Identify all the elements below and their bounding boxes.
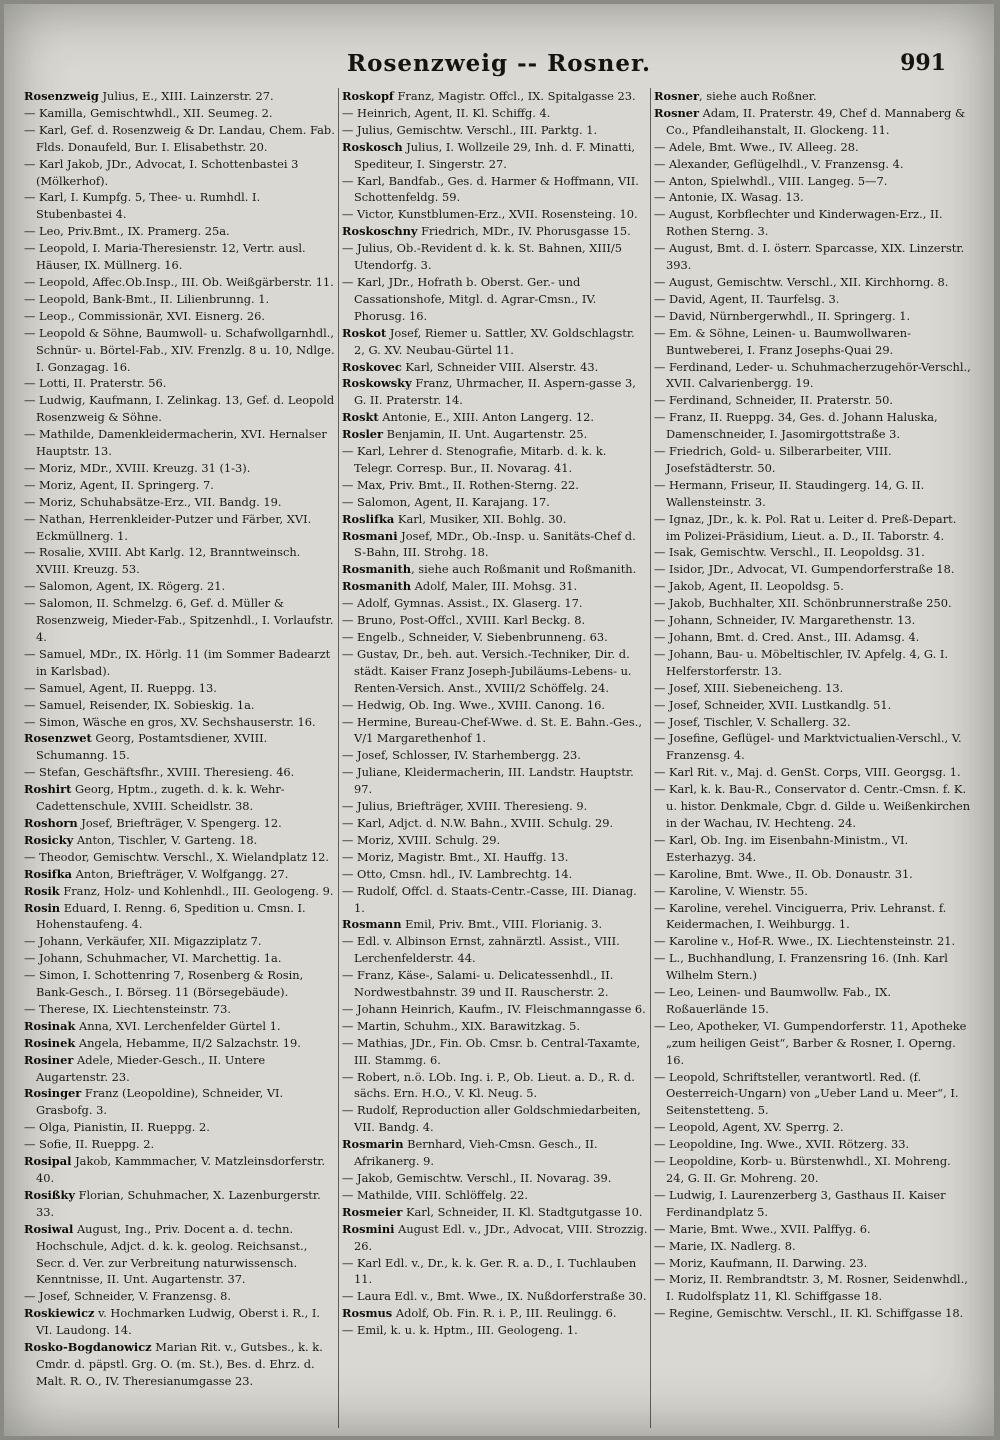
directory-entry: — Rosalie, XVIII. Abt Karlg. 12, Branntweinsch. XVIII. Kreuzg. 53. [24, 545, 301, 577]
directory-entry: — Karl Edl. v., Dr., k. k. Ger. R. a. D., I. Tuchlauben 11. [342, 1255, 637, 1287]
directory-entry: — Johann Heinrich, Kaufm., IV. Fleischmanngasse 6. [342, 1001, 646, 1016]
directory-entry: — August, Korbflechter und Kinderwagen-Erz., II. Rothen Sterng. 3. [654, 207, 943, 239]
directory-entry: Rosmani Josef, MDr., Ob.-Insp. u. Sanitäts-Chef d. S-Bahn, III. Strohg. 18. [342, 528, 636, 560]
directory-entry: — Karl, I. Kumpfg. 5, Thee- u. Rumhdl. I. Stubenbastei 4. [24, 190, 261, 222]
directory-entry: — Julius, Briefträger, XVIII. Theresieng. 9. [342, 799, 588, 814]
directory-entry: Rosmini August Edl. v., JDr., Advocat, VIII. Strozzig. 26. [342, 1221, 648, 1253]
column-1 [24, 88, 336, 1428]
directory-entry: Rosenzweig Julius, E., XIII. Lainzerstr. 27. [24, 89, 274, 103]
directory-entry: Rosner, siehe auch Roßner. [654, 89, 817, 103]
directory-entry: — Leopold, Affec.Ob.Insp., III. Ob. Weißgärberstr. 11. [24, 274, 334, 289]
directory-entry: — Samuel, Reisender, IX. Sobieskig. 1a. [24, 697, 255, 712]
directory-entry: — Karl, JDr., Hofrath b. Oberst. Ger.- und Cassationshofe, Mitgl. d. Agrar-Cmsn., IV. Phorusg. 16. [342, 274, 597, 323]
directory-entry: — Leopold, I. Maria-Theresienstr. 12, Vertr. ausl. Häuser, IX. Müllnerg. 16. [24, 241, 306, 273]
directory-entry: — Leopold & Söhne, Baumwoll- u. Schafwollgarnhdl., Schnür- u. Börtel-Fab., XIV. Frenzlg. 8 u. 10, Ndlge. I. Gonzagag. 16. [24, 325, 335, 374]
directory-entry: — Hermine, Bureau-Chef-Wwe. d. St. E. Bahn.-Ges., V/1 Margarethenhof 1. [342, 714, 642, 746]
directory-entry: Rosicky Anton, Tischler, V. Garteng. 18. [24, 832, 258, 847]
directory-entry: Roslifka Karl, Musiker, XII. Bohlg. 30. [342, 511, 567, 526]
directory-entry: — Lotti, II. Praterstr. 56. [24, 376, 167, 391]
directory-entry: — Mathilde, VIII. Schlöffelg. 22. [342, 1187, 529, 1202]
directory-entry: Roskiewicz v. Hochmarken Ludwig, Oberst i. R., I. VI. Laudong. 14. [24, 1306, 320, 1338]
directory-entry: — Moriz, XVIII. Schulg. 29. [342, 832, 501, 847]
directory-entry: — Leo, Apotheker, VI. Gumpendorferstr. 11, Apotheke „zum heiligen Geist“, Barber & Rosner, I. Operng. 16. [654, 1018, 967, 1067]
directory-entry: — Franz, II. Rueppg. 34, Ges. d. Johann Haluska, Damenschneider, I. Jasomirgottstraße 3. [654, 410, 938, 442]
directory-entry: — Leopoldine, Korb- u. Bürstenwhdl., XI. Mohreng. 24, G. II. Gr. Mohreng. 20. [654, 1154, 951, 1185]
directory-entry: — Leopold, Agent, XV. Sperrg. 2. [654, 1120, 844, 1135]
directory-entry: — Moriz, II. Rembrandtstr. 3, M. Rosner, Seidenwhdl., I. Rudolfsplatz 11, Kl. Schiffgasse 18. [654, 1272, 968, 1304]
directory-entry: Rosmanith, siehe auch Roßmanit und Roßmanith. [342, 562, 637, 577]
directory-entry: — Karoline, Bmt. Wwe., II. Ob. Donaustr. 31. [654, 866, 913, 881]
directory-entry: — Jakob, Buchhalter, XII. Schönbrunnerstraße 250. [654, 596, 952, 611]
directory-entry: — Moriz, Kaufmann, II. Darwing. 23. [654, 1255, 868, 1270]
directory-entry: — Josefine, Geflügel- und Marktvictualien-Verschl., V. Franzensg. 4. [654, 731, 962, 763]
directory-entry: — Kamilla, Gemischtwhdl., XII. Seumeg. 2. [24, 105, 273, 120]
directory-entry: Rosik Franz, Holz- und Kohlenhdl., III. Geologeng. 9. [24, 883, 334, 898]
directory-entry: — Isidor, JDr., Advocat, VI. Gumpendorferstraße 18. [654, 562, 955, 577]
directory-entry: — Regine, Gemischtw. Verschl., II. Kl. Schiffgasse 18. [654, 1306, 964, 1321]
directory-entry: — Johann, Verkäufer, XII. Migazziplatz 7. [24, 934, 262, 949]
directory-entry: — Franz, Käse-, Salami- u. Delicatessenhdl., II. Nordwestbahnstr. 39 und II. Rauscherstr. 2. [342, 968, 614, 1000]
directory-entry: — Bruno, Post-Offcl., XVIII. Karl Beckg. 8. [342, 613, 586, 628]
directory-entry: Rosipal Jakob, Kammmacher, V. Matzleinsdorferstr. 40. [24, 1154, 326, 1185]
directory-entry: Roskosch Julius, I. Wollzeile 29, Inh. d. F. Minatti, Spediteur, I. Singerstr. 27. [342, 139, 635, 171]
directory-entry: — August, Gemischtw. Verschl., XII. Kirchhorng. 8. [654, 274, 949, 289]
directory-entry: — Marie, IX. Nadlerg. 8. [654, 1238, 796, 1253]
directory-entry: — Laura Edl. v., Bmt. Wwe., IX. Nußdorferstraße 30. [342, 1289, 647, 1304]
directory-entry: — Antonie, IX. Wasag. 13. [654, 190, 804, 205]
directory-entry: — Jakob, Gemischtw. Verschl., II. Novarag. 39. [342, 1171, 612, 1185]
page-number: 991 [900, 50, 946, 76]
directory-entry: — Leo, Priv.Bmt., IX. Pramerg. 25a. [24, 224, 230, 239]
directory-entry: — Simon, Wäsche en gros, XV. Sechshauserstr. 16. [24, 714, 316, 729]
directory-entry: — Moriz, Agent, II. Springerg. 7. [24, 477, 214, 492]
directory-entry: — Josef, Tischler, V. Schallerg. 32. [654, 714, 851, 729]
directory-entry: — Adolf, Gymnas. Assist., IX. Glaserg. 17. [342, 596, 583, 611]
directory-entry: — Ferdinand, Schneider, II. Praterstr. 50. [654, 393, 893, 408]
directory-entry: — Jakob, Agent, II. Leopoldsg. 5. [654, 579, 844, 594]
directory-entry: — Martin, Schuhm., XIX. Barawitzkag. 5. [342, 1018, 580, 1033]
directory-entry: — Karoline v., Hof-R. Wwe., IX. Liechtensteinstr. 21. [654, 934, 956, 949]
directory-entry: — Adele, Bmt. Wwe., IV. Alleeg. 28. [654, 139, 859, 154]
directory-entry: — Leop., Commissionär, XVI. Eisnerg. 26. [24, 308, 265, 323]
directory-entry: Rosinek Angela, Hebamme, II/2 Salzachstr. 19. [24, 1035, 301, 1050]
directory-entry: — Leopold, Bank-Bmt., II. Lilienbrunng. 1. [24, 291, 270, 306]
directory-entry: — Karl Rit. v., Maj. d. GenSt. Corps, VIII. Georgsg. 1. [654, 765, 961, 780]
directory-entry: — Ludwig, I. Laurenzerberg 3, Gasthaus II. Kaiser Ferdinandplatz 5. [654, 1187, 946, 1219]
directory-entry: Rosmeier Karl, Schneider, II. Kl. Stadtgutgasse 10. [342, 1204, 643, 1219]
directory-entry: Rosler Benjamin, II. Unt. Augartenstr. 25. [342, 427, 588, 442]
directory-entry: — Josef, Schneider, V. Franzensg. 8. [24, 1289, 232, 1304]
directory-entry: — Simon, I. Schottenring 7, Rosenberg & Rosin, Bank-Gesch., I. Börseg. 11 (Börsegebäude). [24, 968, 304, 1000]
directory-entry: — Leo, Leinen- und Baumwollw. Fab., IX. Roßauerlände 15. [654, 985, 891, 1016]
page-title: Rosenzweig -- Rosner. [347, 50, 651, 77]
directory-entry: — Salomon, Agent, II. Karajang. 17. [342, 494, 550, 509]
directory-entry: — Anton, Spielwhdl., VIII. Langeg. 5—7. [654, 173, 888, 188]
directory-entry: Roskoschny Friedrich, MDr., IV. Phorusgasse 15. [342, 224, 631, 239]
directory-entry: — Edl. v. Albinson Ernst, zahnärztl. Assist., VIII. Lerchenfelderstr. 44. [342, 934, 620, 966]
directory-entry: — Moriz, MDr., XVIII. Kreuzg. 31 (1-3). [24, 460, 251, 475]
directory-entry: Roshirt Georg, Hptm., zugeth. d. k. k. Wehr-Cadettenschule, XVIII. Scheidlstr. 38. [24, 782, 285, 814]
directory-entry: — Julius, Gemischtw. Verschl., III. Parktg. 1. [342, 122, 598, 137]
directory-entry: — Victor, Kunstblumen-Erz., XVII. Rosensteing. 10. [342, 207, 638, 222]
directory-entry: — August, Bmt. d. I. österr. Sparcasse, XIX. Linzerstr. 393. [654, 241, 965, 273]
directory-entry: — Rudolf, Offcl. d. Staats-Centr.-Casse, III. Dianag. 1. [342, 883, 637, 915]
directory-entry: — Johann, Schneider, IV. Margarethenstr. 13. [654, 613, 916, 628]
directory-entry: — Karl, Lehrer d. Stenografie, Mitarb. d. k. k. Telegr. Corresp. Bur., II. Novarag. 41. [342, 444, 607, 475]
directory-entry: Rosko-Bogdanowicz Marian Rit. v., Gutsbes., k. k. Cmdr. d. päpstl. Grg. O. (m. St.), Bes. d. Ehrz. d. Malt. R. O., IV. Theresianumgasse 23. [24, 1340, 323, 1388]
directory-entry: — Josef, Schneider, XVII. Lustkandlg. 51. [654, 697, 892, 712]
directory-entry: — David, Agent, II. Taurfelsg. 3. [654, 291, 840, 306]
directory-page [4, 4, 994, 1436]
page-header [4, 50, 994, 90]
directory-entry: — Nathan, Herrenkleider-Putzer und Färber, XVI. Eckmüllnerg. 1. [24, 511, 312, 543]
column-divider [650, 88, 651, 1428]
directory-entry: Rosner Adam, II. Praterstr. 49, Chef d. Mannaberg & Co., Pfandleihanstalt, II. Glockeng. 11. [654, 105, 966, 137]
directory-entry: — Julius, Ob.-Revident d. k. k. St. Bahnen, XIII/5 Utendorfg. 3. [342, 241, 622, 273]
directory-entry: — Isak, Gemischtw. Verschl., II. Leopoldsg. 31. [654, 545, 925, 560]
directory-entry: — Max, Priv. Bmt., II. Rothen-Sterng. 22. [342, 477, 579, 492]
directory-entry: — Josef, XIII. Siebeneicheng. 13. [654, 680, 844, 695]
directory-entry: — Rudolf, Reproduction aller Goldschmiedarbeiten, VII. Bandg. 4. [342, 1103, 641, 1135]
directory-entry: — Karl, Gef. d. Rosenzweig & Dr. Landau, Chem. Fab. Flds. Donaufeld, Bur. I. Elisabethstr. 20. [24, 122, 335, 154]
directory-entry: — Emil, k. u. k. Hptm., III. Geologeng. 1. [342, 1323, 578, 1338]
directory-entry: — Samuel, MDr., IX. Hörlg. 11 (im Sommer Badearzt in Karlsbad). [24, 646, 331, 678]
column-2 [342, 88, 648, 1428]
directory-entry: — Karoline, verehel. Vinciguerra, Priv. Lehranst. f. Keidermachen, I. Weihburgg. 1. [654, 900, 947, 932]
directory-entry: — Alexander, Geflügelhdl., V. Franzensg. 4. [654, 156, 904, 171]
directory-entry: — Juliane, Kleidermacherin, III. Landstr. Hauptstr. 97. [342, 765, 634, 797]
directory-entry: Rosiner Adele, Mieder-Gesch., II. Untere Augartenstr. 23. [24, 1052, 266, 1084]
directory-entry: — Karl Jakob, JDr., Advocat, I. Schottenbastei 3 (Mölkerhof). [24, 156, 299, 188]
directory-entry: — Johann, Schuhmacher, VI. Marchettig. 1a. [24, 951, 282, 966]
directory-entry: Rosifka Anton, Briefträger, V. Wolfgangg. 27. [24, 866, 289, 881]
directory-entry: Rosmanith Adolf, Maler, III. Mohsg. 31. [342, 579, 578, 594]
directory-entry: Rosmarin Bernhard, Vieh-Cmsn. Gesch., II. Afrikanerg. 9. [342, 1137, 598, 1169]
directory-entry: — Ferdinand, Leder- u. Schuhmacherzugehör-Verschl., XVII. Calvarienbergg. 19. [654, 359, 971, 391]
directory-entry: — Therese, IX. Liechtensteinstr. 73. [24, 1001, 231, 1016]
directory-entry: — Karl, Bandfab., Ges. d. Harmer & Hoffmann, VII. Schottenfeldg. 59. [342, 173, 639, 205]
directory-entry: — David, Nürnbergerwhdl., II. Springerg. 1. [654, 308, 911, 323]
directory-entry: — Samuel, Agent, II. Rueppg. 13. [24, 680, 217, 695]
directory-entry: — Johann, Bau- u. Möbeltischler, IV. Apfelg. 4, G. I. Helferstorferstr. 13. [654, 646, 948, 678]
directory-entry: — Marie, Bmt. Wwe., XVII. Palffyg. 6. [654, 1221, 871, 1236]
directory-entry: — Moriz, Magistr. Bmt., XI. Hauffg. 13. [342, 849, 569, 864]
directory-entry: — Johann, Bmt. d. Cred. Anst., III. Adamsg. 4. [654, 630, 920, 644]
directory-entry: — Engelb., Schneider, V. Siebenbrunneng. 63. [342, 630, 608, 644]
directory-entry: Roskowsky Franz, Uhrmacher, II. Aspern-gasse 3, G. II. Praterstr. 14. [342, 376, 636, 408]
directory-entry: — Ludwig, Kaufmann, I. Zelinkag. 13, Gef. d. Leopold Rosenzweig & Söhne. [24, 393, 335, 425]
directory-entry: Rosmann Emil, Priv. Bmt., VIII. Florianig. 3. [342, 917, 603, 932]
directory-entry: Rosißky Florian, Schuhmacher, X. Lazenburgerstr. 33. [24, 1187, 321, 1219]
directory-entry: Rosinger Franz (Leopoldine), Schneider, VI. Grasbofg. 3. [24, 1086, 284, 1118]
directory-entry: — Salomon, Agent, IX. Rögerg. 21. [24, 579, 226, 594]
directory-entry: Rosmus Adolf, Ob. Fin. R. i. P., III. Reulingg. 6. [342, 1306, 617, 1321]
directory-entry: Rosinak Anna, XVI. Lerchenfelder Gürtel 1. [24, 1018, 281, 1033]
directory-entry: — Friedrich, Gold- u. Silberarbeiter, VIII. Josefstädterstr. 50. [654, 444, 892, 475]
directory-entry: Rosiwal August, Ing., Priv. Docent a. d. techn. Hochschule, Adjct. d. k. k. geolog. Reichsanst., Secr. d. Ver. zur Verbreitung naturwissensch. Kenntnisse, II. Unt. Augartenstr. 37. [24, 1221, 308, 1287]
directory-entry: — Karl, Ob. Ing. im Eisenbahn-Ministm., VI. Esterhazyg. 34. [654, 832, 909, 864]
directory-entry: — Olga, Pianistin, II. Rueppg. 2. [24, 1120, 210, 1135]
directory-entry: — L., Buchhandlung, I. Franzensring 16. (Inh. Karl Wilhelm Stern.) [654, 951, 948, 983]
directory-entry: — Hedwig, Ob. Ing. Wwe., XVIII. Canong. 16. [342, 697, 605, 712]
directory-entry: Roskovec Karl, Schneider VIII. Alserstr. 43. [342, 359, 599, 374]
directory-entry: — Salomon, II. Schmelzg. 6, Gef. d. Müller & Rosenzweig, Mieder-Fab., Spitzenhdl., I. Vorlaufstr. 4. [24, 596, 334, 644]
directory-entry: — Karl, k. k. Bau-R., Conservator d. Centr.-Cmsn. f. K. u. histor. Denkmale, Cbgr. d. Gilde u. Weißenkirchen in der Wachau, IV. Hechteng. 24. [654, 782, 971, 830]
directory-entry: — Theodor, Gemischtw. Verschl., X. Wielandplatz 12. [24, 849, 329, 864]
directory-entry: — Gustav, Dr., beh. aut. Versich.-Techniker, Dir. d. städt. Kaiser Franz Joseph-Jubiläums-Lebens- u. Renten-Versich. Anst., XVIII/2 Schöffelg. 24. [342, 646, 632, 695]
directory-entry: — Josef, Schlosser, IV. Starhembergg. 23. [342, 748, 581, 763]
directory-entry: — Leopold, Schriftsteller, verantwortl. Red. (f. Oesterreich-Ungarn) von „Ueber Land u. Meer“, I. Seitenstetteng. 5. [654, 1069, 959, 1118]
directory-entry: — Karoline, V. Wienstr. 55. [654, 883, 808, 898]
directory-entry: — Leopoldine, Ing. Wwe., XVII. Rötzerg. 33. [654, 1137, 910, 1152]
directory-entry: Roskopf Franz, Magistr. Offcl., IX. Spitalgasse 23. [342, 89, 636, 103]
directory-entry: Roskt Antonie, E., XIII. Anton Langerg. 12. [342, 410, 595, 425]
directory-entry: — Heinrich, Agent, II. Kl. Schiffg. 4. [342, 105, 551, 120]
directory-entry: — Mathilde, Damenkleidermacherin, XVI. Hernalser Hauptstr. 13. [24, 427, 327, 459]
directory-entry: — Karl, Adjct. d. N.W. Bahn., XVIII. Schulg. 29. [342, 815, 614, 830]
column-3 [654, 88, 972, 1428]
directory-entry: — Hermann, Friseur, II. Staudingerg. 14, G. II. Wallensteinstr. 3. [654, 477, 925, 509]
directory-entry: — Robert, n.ö. LOb. Ing. i. P., Ob. Lieut. a. D., R. d. sächs. Ern. H.O., V. Kl. Neug. 5. [342, 1069, 635, 1101]
directory-entry: — Mathias, JDr., Fin. Ob. Cmsr. b. Central-Taxamte, III. Stammg. 6. [342, 1035, 641, 1067]
directory-entry: — Em. & Söhne, Leinen- u. Baumwollwaren-Buntweberei, I. Franz Josephs-Quai 29. [654, 325, 911, 357]
directory-entry: Rosin Eduard, I. Renng. 6, Spedition u. Cmsn. I. Hohenstaufeng. 4. [24, 900, 306, 932]
directory-entry: Rosenzwet Georg, Postamtsdiener, XVIII. Schumanng. 15. [24, 731, 268, 763]
directory-entry: Roshorn Josef, Briefträger, V. Spengerg. 12. [24, 815, 282, 830]
directory-entry: — Stefan, Geschäftsfhr., XVIII. Theresieng. 46. [24, 765, 295, 780]
directory-entry: — Otto, Cmsn. hdl., IV. Lambrechtg. 14. [342, 866, 573, 881]
directory-entry: — Ignaz, JDr., k. k. Pol. Rat u. Leiter d. Preß-Depart. im Polizei-Präsidium, Lieut. a. D., II. Taborstr. 4. [654, 511, 957, 543]
directory-entry: — Moriz, Schuhabsätze-Erz., VII. Bandg. 19. [24, 494, 282, 509]
directory-entry: Roskot Josef, Riemer u. Sattler, XV. Goldschlagstr. 2, G. XV. Neubau-Gürtel 11. [342, 325, 635, 357]
directory-entry: — Sofie, II. Rueppg. 2. [24, 1137, 155, 1152]
column-divider [338, 88, 339, 1428]
